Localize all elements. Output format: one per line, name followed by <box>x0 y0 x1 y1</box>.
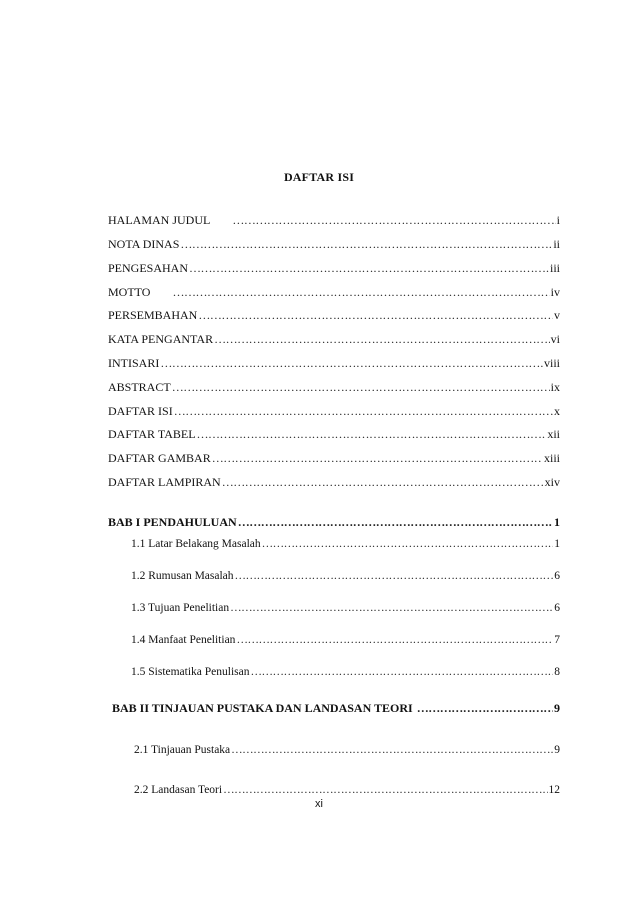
toc-entry-daftar-gambar: DAFTAR GAMBAR …………………………………………………………………………………………………………………………………………………… xiii <box>108 450 560 466</box>
dot-leader <box>212 450 543 466</box>
dot-leader <box>180 236 552 252</box>
toc-entry-abstract: ABSTRACT …………………………………………………………………………………………………………………………………………………… ix <box>108 379 560 395</box>
toc-chapter-1: BAB I PENDAHULUAN …………………………………………………………………………………………………………………………………………………… 1 <box>108 514 560 530</box>
dot-leader <box>236 632 553 648</box>
toc-entry-motto: MOTTO …………………………………………………………………………………………………………………………………………………… iv <box>108 284 560 300</box>
toc-entry-daftar-isi: DAFTAR ISI …………………………………………………………………………………………………………………………………………………… x <box>108 403 560 419</box>
dot-leader <box>197 426 547 442</box>
toc-section-2-1: 2.1 Tinjauan Pustaka …………………………………………………………………………………………………………………………………………………… 9 <box>134 742 560 758</box>
toc-entry-kata-pengantar: KATA PENGANTAR …………………………………………………………………………………………………………………………………………………… vi <box>108 331 560 347</box>
toc-chapter-2: BAB II TINJAUAN PUSTAKA DAN LANDASAN TEORI …………………………………………………………………………………………………………………………………………………… 9 <box>112 700 560 716</box>
page-title: DAFTAR ISI <box>283 170 355 184</box>
dot-leader <box>262 536 554 552</box>
dot-leader <box>214 331 550 347</box>
dot-leader <box>223 782 547 798</box>
toc-entry-pengesahan: PENGESAHAN …………………………………………………………………………………………………………………………………………………… iii <box>108 260 560 276</box>
dot-leader <box>231 742 553 758</box>
dot-leader <box>160 355 543 371</box>
toc-entry-nota-dinas: NOTA DINAS …………………………………………………………………………………………………………………………………………………… ii <box>108 236 560 252</box>
dot-leader <box>235 568 554 584</box>
dot-leader <box>232 212 555 228</box>
toc-entry-halaman-judul: HALAMAN JUDUL …………………………………………………………………………………………………………………………………………………… i <box>108 212 560 228</box>
dot-leader <box>189 260 549 276</box>
toc-section-1-3: 1.3 Tujuan Penelitian …………………………………………………………………………………………………………………………………………………… 6 <box>131 600 560 616</box>
toc-entry-persembahan: PERSEMBAHAN …………………………………………………………………………………………………………………………………………………… v <box>108 307 560 323</box>
toc-section-1-5: 1.5 Sistematika Penulisan …………………………………………………………………………………………………………………………………………………… 8 <box>131 664 560 680</box>
toc-section-1-2: 1.2 Rumusan Masalah …………………………………………………………………………………………………………………………………………………… 6 <box>131 568 560 584</box>
page-number-footer: xi <box>315 798 323 810</box>
dot-leader <box>174 403 553 419</box>
toc-entry-daftar-tabel: DAFTAR TABEL …………………………………………………………………………………………………………………………………………………… xii <box>108 426 560 442</box>
toc-entry-daftar-lampiran: DAFTAR LAMPIRAN …………………………………………………………………………………………………………………………………………………… xiv <box>108 474 560 490</box>
dot-leader <box>251 664 554 680</box>
toc-entry-intisari: INTISARI …………………………………………………………………………………………………………………………………………………… viii <box>108 355 560 371</box>
dot-leader <box>172 284 549 300</box>
dot-leader <box>172 379 550 395</box>
dot-leader <box>417 700 553 716</box>
dot-leader <box>230 600 553 616</box>
toc-section-1-1: 1.1 Latar Belakang Masalah …………………………………………………………………………………………………………………………………………………… 1 <box>131 536 560 552</box>
dot-leader <box>222 474 544 490</box>
dot-leader <box>238 514 553 530</box>
dot-leader <box>198 307 553 323</box>
toc-section-2-2: 2.2 Landasan Teori …………………………………………………………………………………………………………………………………………………… 12 <box>134 782 560 798</box>
toc-section-1-4: 1.4 Manfaat Penelitian …………………………………………………………………………………………………………………………………………………… 7 <box>131 632 560 648</box>
